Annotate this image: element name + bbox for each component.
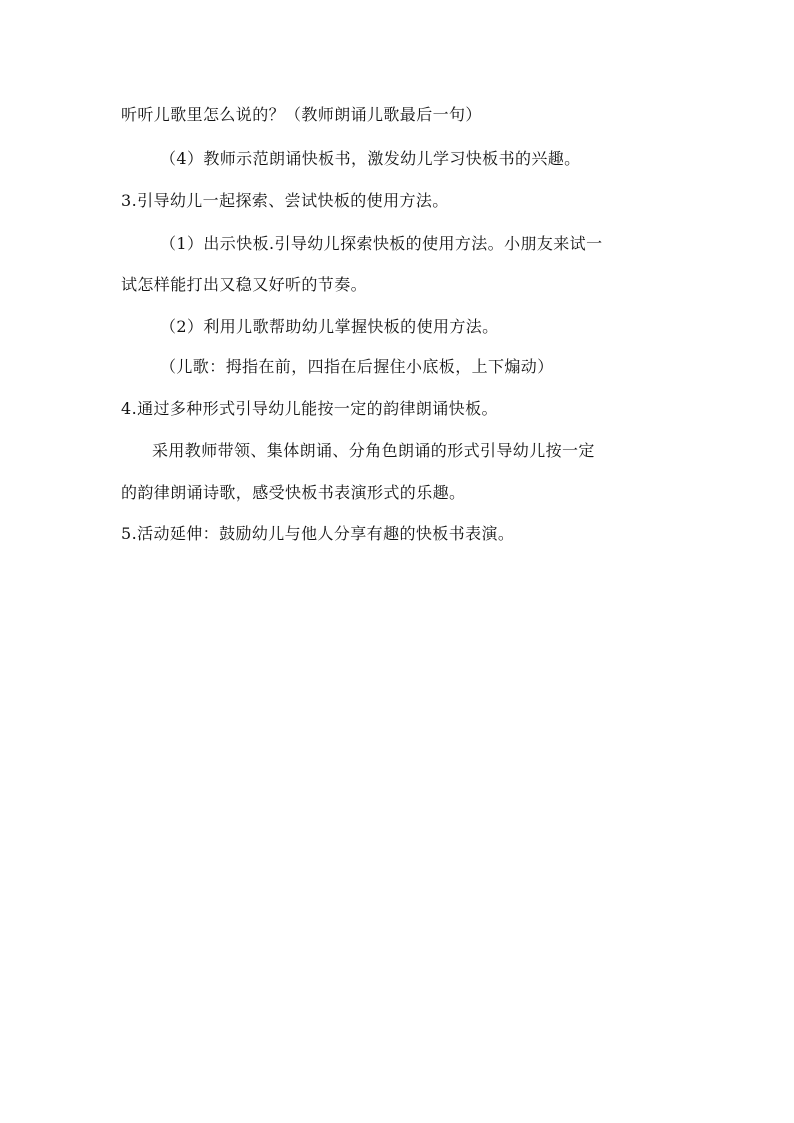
section-heading: 4.通过多种形式引导幼儿能按一定的韵律朗诵快板。 — [121, 399, 498, 418]
paragraph-line: 听听儿歌里怎么说的？（教师朗诵儿歌最后一句） — [121, 105, 482, 124]
section-heading: 5.活动延伸：鼓励幼儿与他人分享有趣的快板书表演。 — [121, 524, 515, 543]
paragraph-line: （儿歌：拇指在前，四指在后握住小底板，上下煽动） — [160, 357, 554, 376]
paragraph-line: （4）教师示范朗诵快板书，激发幼儿学习快板书的兴趣。 — [160, 149, 581, 168]
paragraph-line: 的韵律朗诵诗歌，感受快板书表演形式的乐趣。 — [121, 483, 466, 502]
paragraph-line: 试怎样能打出又稳又好听的节奏。 — [121, 275, 368, 294]
section-heading: 3.引导幼儿一起探索、尝试快板的使用方法。 — [121, 191, 449, 210]
paragraph-line: （2）利用儿歌帮助幼儿掌握快板的使用方法。 — [160, 317, 499, 336]
paragraph-line: （1）出示快板.引导幼儿探索快板的使用方法。小朋友来试一 — [160, 234, 603, 253]
paragraph-line: 采用教师带领、集体朗诵、分角色朗诵的形式引导幼儿按一定 — [152, 441, 595, 460]
